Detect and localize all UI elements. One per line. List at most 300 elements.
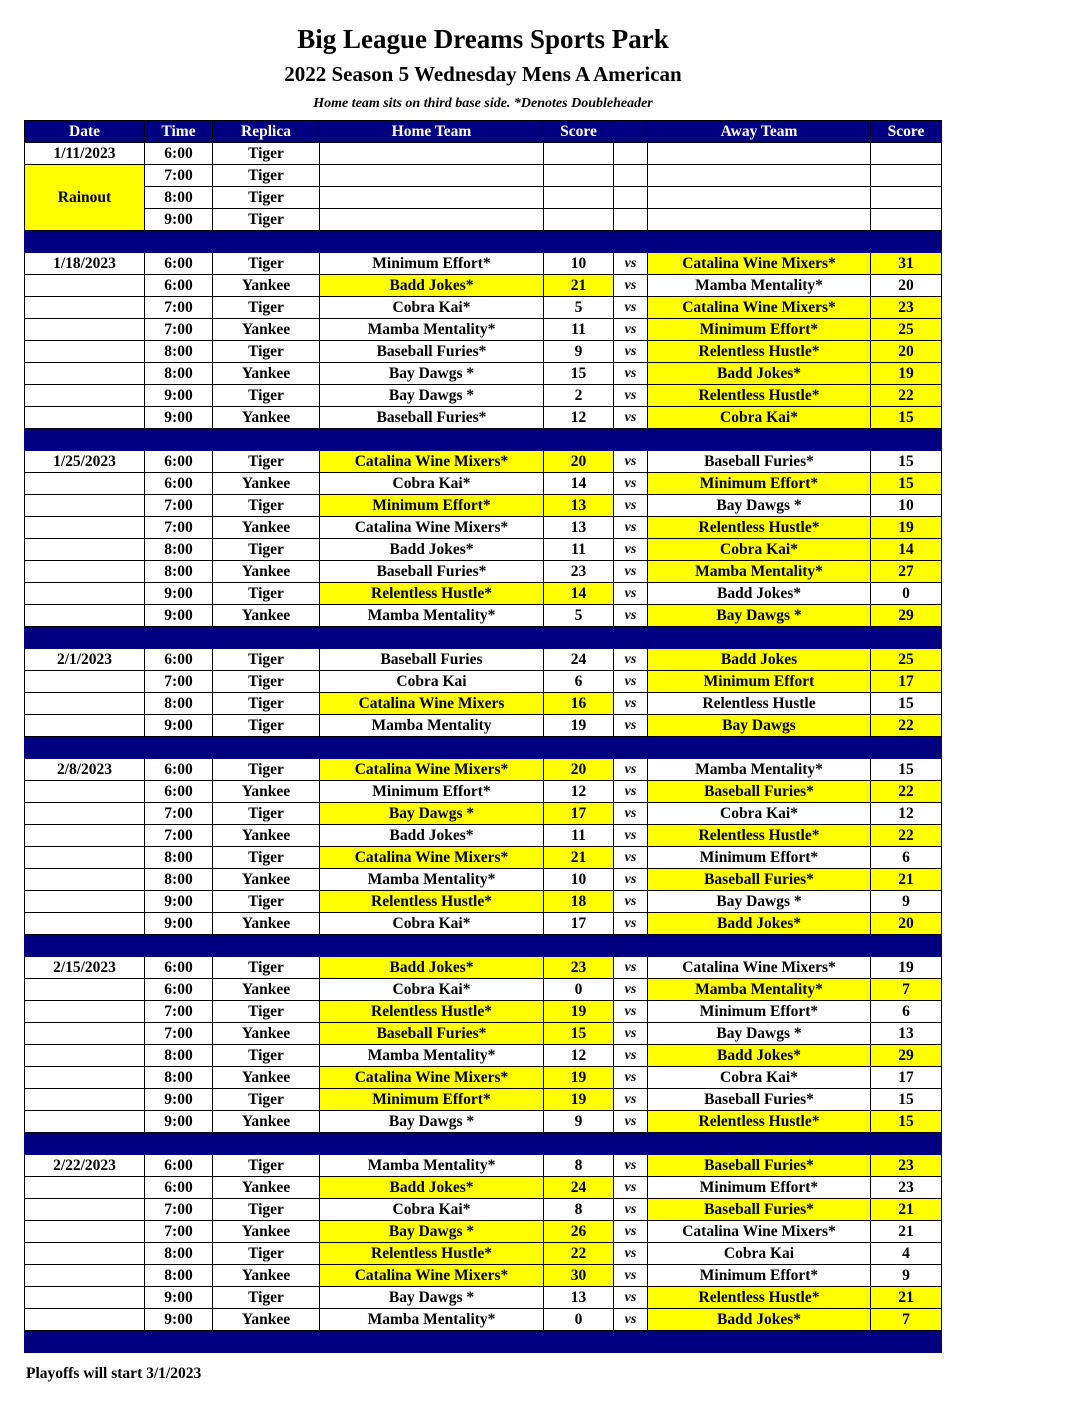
away-score-cell: 9	[871, 1265, 942, 1287]
week-date: 2/22/2023	[25, 1155, 145, 1177]
away-team-cell: Baseball Furies*	[648, 781, 871, 803]
replica-cell: Yankee	[213, 825, 320, 847]
time-cell: 9:00	[145, 1287, 213, 1309]
vs-cell: vs	[614, 957, 648, 979]
replica-cell: Yankee	[213, 979, 320, 1001]
away-team-cell: Catalina Wine Mixers*	[648, 1221, 871, 1243]
vs-cell: vs	[614, 1023, 648, 1045]
away-score-cell: 29	[871, 1045, 942, 1067]
home-team-cell: Catalina Wine Mixers*	[320, 847, 544, 869]
game-row	[25, 715, 942, 737]
home-score-cell: 11	[544, 825, 614, 847]
replica-cell: Yankee	[213, 913, 320, 935]
replica-cell: Yankee	[213, 1309, 320, 1331]
time-cell: 8:00	[145, 847, 213, 869]
date-cell	[25, 979, 145, 1001]
away-score-cell: 25	[871, 649, 942, 671]
vs-cell: vs	[614, 561, 648, 583]
week-separator	[25, 429, 942, 451]
time-cell: 9:00	[145, 891, 213, 913]
home-score-cell: 0	[544, 979, 614, 1001]
week-date: 1/18/2023	[25, 253, 145, 275]
time-cell: 7:00	[145, 297, 213, 319]
away-team-cell: Relentless Hustle*	[648, 517, 871, 539]
time-cell: 6:00	[145, 1155, 213, 1177]
date-cell	[25, 1309, 145, 1331]
time-cell: 9:00	[145, 715, 213, 737]
page-title: Big League Dreams Sports Park	[297, 24, 669, 54]
time-cell: 6:00	[145, 451, 213, 473]
vs-cell: vs	[614, 341, 648, 363]
replica-cell: Yankee	[213, 275, 320, 297]
away-team-cell: Minimum Effort*	[648, 473, 871, 495]
away-team-cell: Baseball Furies*	[648, 1199, 871, 1221]
replica-cell: Yankee	[213, 1177, 320, 1199]
away-team-cell: Badd Jokes*	[648, 363, 871, 385]
away-score-cell: 15	[871, 407, 942, 429]
replica-cell: Tiger	[213, 759, 320, 781]
home-team-cell: Cobra Kai*	[320, 1199, 544, 1221]
away-score-cell: 22	[871, 385, 942, 407]
date-cell	[25, 1221, 145, 1243]
home-score-cell: 30	[544, 1265, 614, 1287]
game-row	[25, 605, 942, 627]
home-team-cell: Mamba Mentality*	[320, 319, 544, 341]
col-date-header: Date	[25, 121, 145, 143]
away-score-cell: 0	[871, 583, 942, 605]
away-score-cell: 23	[871, 1177, 942, 1199]
home-team-cell: Bay Dawgs *	[320, 1221, 544, 1243]
home-team-cell: Badd Jokes*	[320, 275, 544, 297]
time-cell: 7:00	[145, 1221, 213, 1243]
week-separator	[25, 231, 942, 253]
game-row	[25, 1155, 942, 1177]
home-score-cell: 21	[544, 847, 614, 869]
home-team-cell: Bay Dawgs *	[320, 803, 544, 825]
vs-cell: vs	[614, 803, 648, 825]
time-cell: 9:00	[145, 209, 213, 231]
away-team-cell: Cobra Kai*	[648, 539, 871, 561]
home-score-cell: 14	[544, 473, 614, 495]
away-team-cell: Mamba Mentality*	[648, 561, 871, 583]
time-cell: 9:00	[145, 605, 213, 627]
game-row	[25, 297, 942, 319]
vs-cell: vs	[614, 451, 648, 473]
time-cell: 6:00	[145, 649, 213, 671]
home-team-cell: Badd Jokes*	[320, 1177, 544, 1199]
away-score-cell: 7	[871, 1309, 942, 1331]
game-row	[25, 495, 942, 517]
away-score-cell: 6	[871, 847, 942, 869]
game-row	[25, 1111, 942, 1133]
time-cell: 7:00	[145, 495, 213, 517]
home-score-cell: 8	[544, 1155, 614, 1177]
vs-cell: vs	[614, 319, 648, 341]
game-row	[25, 759, 942, 781]
date-cell	[25, 693, 145, 715]
game-row	[25, 583, 942, 605]
vs-cell: vs	[614, 1155, 648, 1177]
vs-cell: vs	[614, 1045, 648, 1067]
time-cell: 6:00	[145, 143, 213, 165]
schedule-note: Home team sits on third base side. *Denotes Doubleheader	[313, 96, 653, 111]
date-cell	[25, 1243, 145, 1265]
playoffs-note: Playoffs will start 3/1/2023	[26, 1365, 202, 1382]
home-team-cell: Relentless Hustle*	[320, 891, 544, 913]
away-team-cell: Bay Dawgs	[648, 715, 871, 737]
home-score-cell: 21	[544, 275, 614, 297]
replica-cell: Tiger	[213, 341, 320, 363]
away-score-cell: 12	[871, 803, 942, 825]
time-cell: 6:00	[145, 1177, 213, 1199]
vs-cell: vs	[614, 869, 648, 891]
vs-cell: vs	[614, 781, 648, 803]
replica-cell: Tiger	[213, 1045, 320, 1067]
game-row	[25, 979, 942, 1001]
home-team-cell: Relentless Hustle*	[320, 1243, 544, 1265]
home-team-cell: Badd Jokes*	[320, 957, 544, 979]
replica-cell: Tiger	[213, 385, 320, 407]
home-team-cell: Baseball Furies*	[320, 341, 544, 363]
home-score-cell: 17	[544, 913, 614, 935]
date-cell	[25, 319, 145, 341]
vs-cell: vs	[614, 407, 648, 429]
away-team-cell: Catalina Wine Mixers*	[648, 297, 871, 319]
replica-cell: Tiger	[213, 297, 320, 319]
vs-cell: vs	[614, 847, 648, 869]
game-row	[25, 1067, 942, 1089]
home-team-cell: Cobra Kai*	[320, 979, 544, 1001]
game-row	[25, 781, 942, 803]
time-cell: 6:00	[145, 275, 213, 297]
time-cell: 9:00	[145, 1111, 213, 1133]
vs-cell: vs	[614, 253, 648, 275]
date-cell	[25, 363, 145, 385]
vs-cell: vs	[614, 1287, 648, 1309]
date-cell	[25, 297, 145, 319]
time-cell: 9:00	[145, 407, 213, 429]
col-home-score-header: Score	[544, 121, 614, 143]
game-row	[25, 671, 942, 693]
away-team-cell: Baseball Furies*	[648, 869, 871, 891]
vs-cell: vs	[614, 1243, 648, 1265]
game-row	[25, 891, 942, 913]
home-score-cell: 10	[544, 869, 614, 891]
rainout-row	[25, 165, 942, 187]
date-cell	[25, 407, 145, 429]
replica-cell: Tiger	[213, 451, 320, 473]
time-cell: 8:00	[145, 187, 213, 209]
home-score-cell: 15	[544, 1023, 614, 1045]
date-cell	[25, 803, 145, 825]
week-date: 2/8/2023	[25, 759, 145, 781]
game-row	[25, 1265, 942, 1287]
vs-cell: vs	[614, 1067, 648, 1089]
replica-cell: Yankee	[213, 869, 320, 891]
away-team-cell: Relentless Hustle*	[648, 1111, 871, 1133]
time-cell: 9:00	[145, 1309, 213, 1331]
date-cell	[25, 1045, 145, 1067]
week-date: 2/15/2023	[25, 957, 145, 979]
time-cell: 7:00	[145, 1001, 213, 1023]
week-separator	[25, 1331, 942, 1353]
away-team-cell: Minimum Effort*	[648, 1001, 871, 1023]
away-team-cell: Minimum Effort	[648, 671, 871, 693]
replica-cell: Tiger	[213, 253, 320, 275]
replica-cell: Tiger	[213, 539, 320, 561]
home-team-cell: Mamba Mentality*	[320, 605, 544, 627]
time-cell: 8:00	[145, 1045, 213, 1067]
vs-cell: vs	[614, 671, 648, 693]
away-team-cell: Bay Dawgs *	[648, 605, 871, 627]
home-team-cell: Mamba Mentality*	[320, 1155, 544, 1177]
game-row	[25, 561, 942, 583]
away-team-cell: Cobra Kai	[648, 1243, 871, 1265]
away-team-cell: Baseball Furies*	[648, 1155, 871, 1177]
home-score-cell: 10	[544, 253, 614, 275]
replica-cell: Yankee	[213, 1023, 320, 1045]
game-row	[25, 649, 942, 671]
date-cell	[25, 1001, 145, 1023]
home-score-cell: 22	[544, 1243, 614, 1265]
game-row	[25, 1221, 942, 1243]
vs-cell: vs	[614, 363, 648, 385]
time-cell: 7:00	[145, 825, 213, 847]
replica-cell: Yankee	[213, 407, 320, 429]
vs-cell: vs	[614, 715, 648, 737]
replica-cell: Tiger	[213, 671, 320, 693]
replica-cell: Tiger	[213, 1155, 320, 1177]
replica-cell: Yankee	[213, 605, 320, 627]
away-team-cell: Mamba Mentality*	[648, 759, 871, 781]
time-cell: 8:00	[145, 1243, 213, 1265]
time-cell: 9:00	[145, 1089, 213, 1111]
date-cell	[25, 1111, 145, 1133]
home-team-cell: Minimum Effort*	[320, 781, 544, 803]
date-cell	[25, 583, 145, 605]
game-row	[25, 957, 942, 979]
date-cell	[25, 781, 145, 803]
away-score-cell: 9	[871, 891, 942, 913]
vs-cell: vs	[614, 891, 648, 913]
home-score-cell: 19	[544, 1001, 614, 1023]
week-date: 1/25/2023	[25, 451, 145, 473]
away-score-cell: 21	[871, 1221, 942, 1243]
home-score-cell: 5	[544, 297, 614, 319]
away-score-cell: 15	[871, 451, 942, 473]
replica-cell: Tiger	[213, 583, 320, 605]
home-team-cell: Baseball Furies*	[320, 561, 544, 583]
date-cell	[25, 891, 145, 913]
game-row	[25, 407, 942, 429]
home-score-cell: 20	[544, 759, 614, 781]
home-team-cell: Catalina Wine Mixers*	[320, 517, 544, 539]
home-team-cell: Mamba Mentality*	[320, 1309, 544, 1331]
home-score-cell: 24	[544, 1177, 614, 1199]
home-score-cell: 5	[544, 605, 614, 627]
away-score-cell: 4	[871, 1243, 942, 1265]
vs-cell: vs	[614, 759, 648, 781]
time-cell: 7:00	[145, 165, 213, 187]
home-team-cell: Cobra Kai*	[320, 473, 544, 495]
away-score-cell: 23	[871, 297, 942, 319]
game-row	[25, 363, 942, 385]
away-score-cell: 27	[871, 561, 942, 583]
home-score-cell: 9	[544, 341, 614, 363]
vs-cell: vs	[614, 583, 648, 605]
away-team-cell: Cobra Kai*	[648, 407, 871, 429]
home-score-cell: 2	[544, 385, 614, 407]
time-cell: 7:00	[145, 1199, 213, 1221]
home-score-cell: 15	[544, 363, 614, 385]
home-score-cell: 12	[544, 407, 614, 429]
home-team-cell: Catalina Wine Mixers	[320, 693, 544, 715]
home-score-cell: 9	[544, 1111, 614, 1133]
away-score-cell: 29	[871, 605, 942, 627]
away-score-cell: 21	[871, 869, 942, 891]
home-team-cell: Minimum Effort*	[320, 253, 544, 275]
away-score-cell: 19	[871, 363, 942, 385]
date-cell	[25, 1265, 145, 1287]
date-cell	[25, 385, 145, 407]
away-score-cell: 20	[871, 341, 942, 363]
home-team-cell: Catalina Wine Mixers*	[320, 1067, 544, 1089]
away-team-cell: Minimum Effort*	[648, 319, 871, 341]
home-score-cell: 20	[544, 451, 614, 473]
game-row	[25, 913, 942, 935]
away-team-cell: Bay Dawgs *	[648, 891, 871, 913]
week-separator	[25, 1133, 942, 1155]
game-row	[25, 385, 942, 407]
time-cell: 8:00	[145, 1265, 213, 1287]
away-score-cell: 15	[871, 1089, 942, 1111]
date-cell	[25, 1287, 145, 1309]
vs-cell: vs	[614, 1265, 648, 1287]
game-row	[25, 825, 942, 847]
away-score-cell: 10	[871, 495, 942, 517]
vs-cell: vs	[614, 297, 648, 319]
date-cell	[25, 1199, 145, 1221]
away-score-cell: 22	[871, 781, 942, 803]
time-cell: 8:00	[145, 1067, 213, 1089]
away-score-cell: 20	[871, 913, 942, 935]
rainout-row	[25, 187, 942, 209]
home-score-cell: 11	[544, 539, 614, 561]
away-score-cell: 15	[871, 693, 942, 715]
home-team-cell: Badd Jokes*	[320, 539, 544, 561]
away-score-cell: 25	[871, 319, 942, 341]
vs-cell: vs	[614, 495, 648, 517]
home-score-cell: 16	[544, 693, 614, 715]
away-score-cell: 17	[871, 671, 942, 693]
time-cell: 9:00	[145, 385, 213, 407]
away-team-cell: Bay Dawgs *	[648, 495, 871, 517]
date-cell	[25, 715, 145, 737]
time-cell: 8:00	[145, 341, 213, 363]
home-team-cell: Cobra Kai	[320, 671, 544, 693]
away-score-cell: 17	[871, 1067, 942, 1089]
time-cell: 6:00	[145, 979, 213, 1001]
game-row	[25, 275, 942, 297]
away-score-cell: 21	[871, 1199, 942, 1221]
time-cell: 9:00	[145, 913, 213, 935]
page-subtitle: 2022 Season 5 Wednesday Mens A American	[284, 62, 682, 86]
date-cell	[25, 1089, 145, 1111]
home-team-cell: Cobra Kai*	[320, 297, 544, 319]
date-cell	[25, 605, 145, 627]
game-row	[25, 693, 942, 715]
vs-cell: vs	[614, 385, 648, 407]
vs-cell: vs	[614, 1001, 648, 1023]
home-score-cell: 8	[544, 1199, 614, 1221]
week-separator	[25, 737, 942, 759]
replica-cell: Yankee	[213, 319, 320, 341]
replica-cell: Yankee	[213, 561, 320, 583]
vs-cell: vs	[614, 825, 648, 847]
away-team-cell: Cobra Kai*	[648, 1067, 871, 1089]
col-away-score-header: Score	[871, 121, 942, 143]
away-team-cell: Cobra Kai*	[648, 803, 871, 825]
away-score-cell: 20	[871, 275, 942, 297]
home-score-cell: 23	[544, 957, 614, 979]
col-away-team-header: Away Team	[648, 121, 871, 143]
replica-cell: Tiger	[213, 1001, 320, 1023]
home-team-cell: Mamba Mentality*	[320, 1045, 544, 1067]
replica-cell: Tiger	[213, 1199, 320, 1221]
away-team-cell: Baseball Furies*	[648, 451, 871, 473]
rainout-row	[25, 143, 942, 165]
time-cell: 6:00	[145, 473, 213, 495]
home-team-cell: Bay Dawgs *	[320, 363, 544, 385]
home-team-cell: Minimum Effort*	[320, 1089, 544, 1111]
away-score-cell: 19	[871, 517, 942, 539]
home-score-cell: 18	[544, 891, 614, 913]
vs-cell: vs	[614, 693, 648, 715]
date-cell	[25, 671, 145, 693]
col-vs-header	[614, 121, 648, 143]
replica-cell: Tiger	[213, 495, 320, 517]
home-score-cell: 12	[544, 781, 614, 803]
home-team-cell: Relentless Hustle*	[320, 1001, 544, 1023]
away-team-cell: Minimum Effort*	[648, 1265, 871, 1287]
home-team-cell: Bay Dawgs *	[320, 1111, 544, 1133]
game-row	[25, 341, 942, 363]
replica-cell: Tiger	[213, 187, 320, 209]
home-score-cell: 13	[544, 1287, 614, 1309]
home-score-cell: 13	[544, 495, 614, 517]
game-row	[25, 1287, 942, 1309]
date-cell	[25, 517, 145, 539]
game-row	[25, 847, 942, 869]
game-row	[25, 539, 942, 561]
vs-cell: vs	[614, 1221, 648, 1243]
home-team-cell: Relentless Hustle*	[320, 583, 544, 605]
away-score-cell: 7	[871, 979, 942, 1001]
vs-cell: vs	[614, 1199, 648, 1221]
schedule-body	[25, 143, 942, 1353]
home-team-cell: Baseball Furies*	[320, 407, 544, 429]
replica-cell: Tiger	[213, 803, 320, 825]
week-separator	[25, 627, 942, 649]
rainout-date: 1/11/2023	[25, 143, 145, 165]
away-team-cell: Minimum Effort*	[648, 1177, 871, 1199]
time-cell: 8:00	[145, 869, 213, 891]
home-team-cell: Badd Jokes*	[320, 825, 544, 847]
date-cell	[25, 825, 145, 847]
vs-cell: vs	[614, 539, 648, 561]
home-score-cell: 13	[544, 517, 614, 539]
vs-cell: vs	[614, 1309, 648, 1331]
